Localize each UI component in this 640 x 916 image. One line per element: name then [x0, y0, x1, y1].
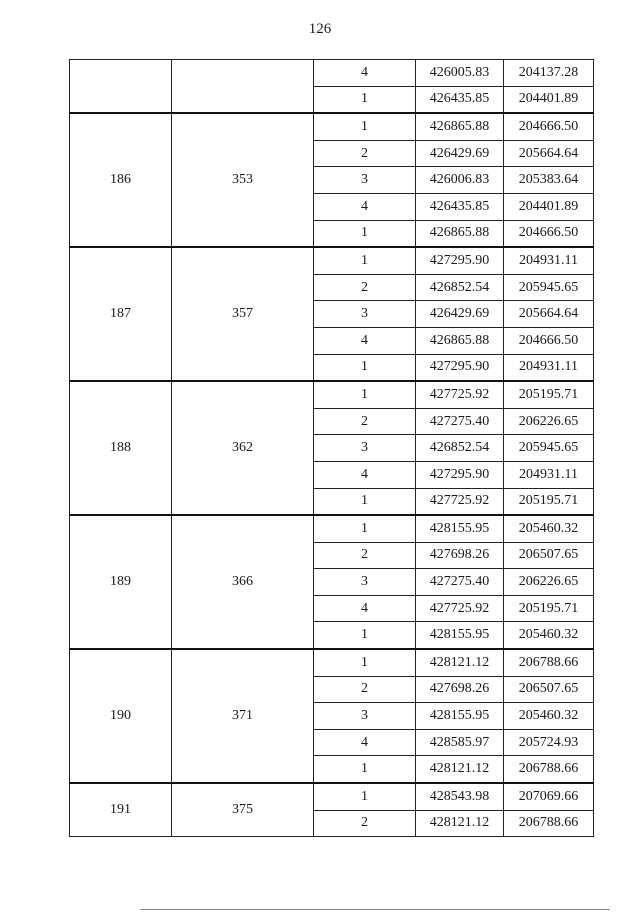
point-number-cell: 2: [314, 810, 416, 837]
point-number-cell: 1: [314, 649, 416, 676]
plot-number-cell: 191: [70, 783, 172, 837]
y-coordinate-cell: 204401.89: [504, 86, 594, 113]
x-coordinate-cell: 427295.90: [416, 247, 504, 274]
y-coordinate-cell: 205945.65: [504, 435, 594, 462]
y-coordinate-cell: 205195.71: [504, 488, 594, 515]
table-row: [70, 649, 594, 676]
point-number-cell: 1: [314, 113, 416, 140]
plot-number-cell: 186: [70, 113, 172, 247]
point-number-cell: 2: [314, 542, 416, 569]
plot-number-cell: 190: [70, 649, 172, 783]
x-coordinate-cell: 428121.12: [416, 649, 504, 676]
point-number-cell: 2: [314, 408, 416, 435]
point-number-cell: 1: [314, 247, 416, 274]
point-number-cell: 1: [314, 220, 416, 247]
y-coordinate-cell: 205724.93: [504, 729, 594, 756]
x-coordinate-cell: 426435.85: [416, 86, 504, 113]
point-number-cell: 1: [314, 622, 416, 649]
point-number-cell: 2: [314, 140, 416, 167]
y-coordinate-cell: 206507.65: [504, 676, 594, 703]
area-cell: 357: [172, 247, 314, 381]
plot-number-cell: 187: [70, 247, 172, 381]
plot-number-cell: [70, 60, 172, 114]
x-coordinate-cell: 428121.12: [416, 756, 504, 783]
y-coordinate-cell: 206788.66: [504, 756, 594, 783]
x-coordinate-cell: 426429.69: [416, 301, 504, 328]
y-coordinate-cell: 205383.64: [504, 167, 594, 194]
point-number-cell: 4: [314, 461, 416, 488]
x-coordinate-cell: 427275.40: [416, 569, 504, 596]
area-cell: 366: [172, 515, 314, 649]
y-coordinate-cell: 204931.11: [504, 354, 594, 381]
table-row: [70, 783, 594, 810]
x-coordinate-cell: 427295.90: [416, 461, 504, 488]
y-coordinate-cell: 205664.64: [504, 301, 594, 328]
area-cell: 353: [172, 113, 314, 247]
table-row: [70, 515, 594, 542]
y-coordinate-cell: 206507.65: [504, 542, 594, 569]
x-coordinate-cell: 428543.98: [416, 783, 504, 810]
x-coordinate-cell: 426006.83: [416, 167, 504, 194]
point-number-cell: 4: [314, 327, 416, 354]
area-cell: [172, 60, 314, 114]
point-number-cell: 3: [314, 569, 416, 596]
x-coordinate-cell: 426005.83: [416, 60, 504, 87]
x-coordinate-cell: 428155.95: [416, 703, 504, 730]
coordinates-table: [69, 59, 594, 837]
footer-rule: [140, 909, 610, 910]
x-coordinate-cell: 428155.95: [416, 515, 504, 542]
y-coordinate-cell: 205460.32: [504, 622, 594, 649]
point-number-cell: 4: [314, 60, 416, 87]
point-number-cell: 2: [314, 676, 416, 703]
table-row: [70, 381, 594, 408]
area-cell: 362: [172, 381, 314, 515]
coordinates-table-body: [70, 60, 594, 837]
point-number-cell: 4: [314, 193, 416, 220]
y-coordinate-cell: 204931.11: [504, 247, 594, 274]
x-coordinate-cell: 427725.92: [416, 381, 504, 408]
table-row: [70, 113, 594, 140]
point-number-cell: 3: [314, 301, 416, 328]
y-coordinate-cell: 204666.50: [504, 113, 594, 140]
point-number-cell: 2: [314, 274, 416, 301]
y-coordinate-cell: 205664.64: [504, 140, 594, 167]
point-number-cell: 1: [314, 783, 416, 810]
y-coordinate-cell: 205460.32: [504, 515, 594, 542]
point-number-cell: 1: [314, 515, 416, 542]
table-row: [70, 60, 594, 87]
point-number-cell: 3: [314, 435, 416, 462]
y-coordinate-cell: 204401.89: [504, 193, 594, 220]
table-row: [70, 247, 594, 274]
point-number-cell: 4: [314, 729, 416, 756]
y-coordinate-cell: 204137.28: [504, 60, 594, 87]
point-number-cell: 1: [314, 488, 416, 515]
x-coordinate-cell: 426852.54: [416, 435, 504, 462]
x-coordinate-cell: 428121.12: [416, 810, 504, 837]
y-coordinate-cell: 205195.71: [504, 595, 594, 622]
x-coordinate-cell: 426865.88: [416, 113, 504, 140]
x-coordinate-cell: 427698.26: [416, 676, 504, 703]
x-coordinate-cell: 427725.92: [416, 488, 504, 515]
plot-number-cell: 188: [70, 381, 172, 515]
x-coordinate-cell: 426435.85: [416, 193, 504, 220]
y-coordinate-cell: 205945.65: [504, 274, 594, 301]
x-coordinate-cell: 426852.54: [416, 274, 504, 301]
y-coordinate-cell: 204931.11: [504, 461, 594, 488]
area-cell: 375: [172, 783, 314, 837]
page-number: 126: [308, 21, 332, 37]
point-number-cell: 1: [314, 381, 416, 408]
plot-number-cell: 189: [70, 515, 172, 649]
x-coordinate-cell: 427275.40: [416, 408, 504, 435]
y-coordinate-cell: 206788.66: [504, 649, 594, 676]
x-coordinate-cell: 427725.92: [416, 595, 504, 622]
y-coordinate-cell: 206788.66: [504, 810, 594, 837]
y-coordinate-cell: 206226.65: [504, 408, 594, 435]
x-coordinate-cell: 427698.26: [416, 542, 504, 569]
point-number-cell: 3: [314, 167, 416, 194]
x-coordinate-cell: 427295.90: [416, 354, 504, 381]
point-number-cell: 1: [314, 354, 416, 381]
point-number-cell: 1: [314, 86, 416, 113]
y-coordinate-cell: 205195.71: [504, 381, 594, 408]
x-coordinate-cell: 428585.97: [416, 729, 504, 756]
x-coordinate-cell: 426865.88: [416, 220, 504, 247]
x-coordinate-cell: 426429.69: [416, 140, 504, 167]
y-coordinate-cell: 207069.66: [504, 783, 594, 810]
y-coordinate-cell: 204666.50: [504, 220, 594, 247]
point-number-cell: 1: [314, 756, 416, 783]
area-cell: 371: [172, 649, 314, 783]
x-coordinate-cell: 426865.88: [416, 327, 504, 354]
y-coordinate-cell: 205460.32: [504, 703, 594, 730]
y-coordinate-cell: 206226.65: [504, 569, 594, 596]
point-number-cell: 3: [314, 703, 416, 730]
point-number-cell: 4: [314, 595, 416, 622]
x-coordinate-cell: 428155.95: [416, 622, 504, 649]
y-coordinate-cell: 204666.50: [504, 327, 594, 354]
